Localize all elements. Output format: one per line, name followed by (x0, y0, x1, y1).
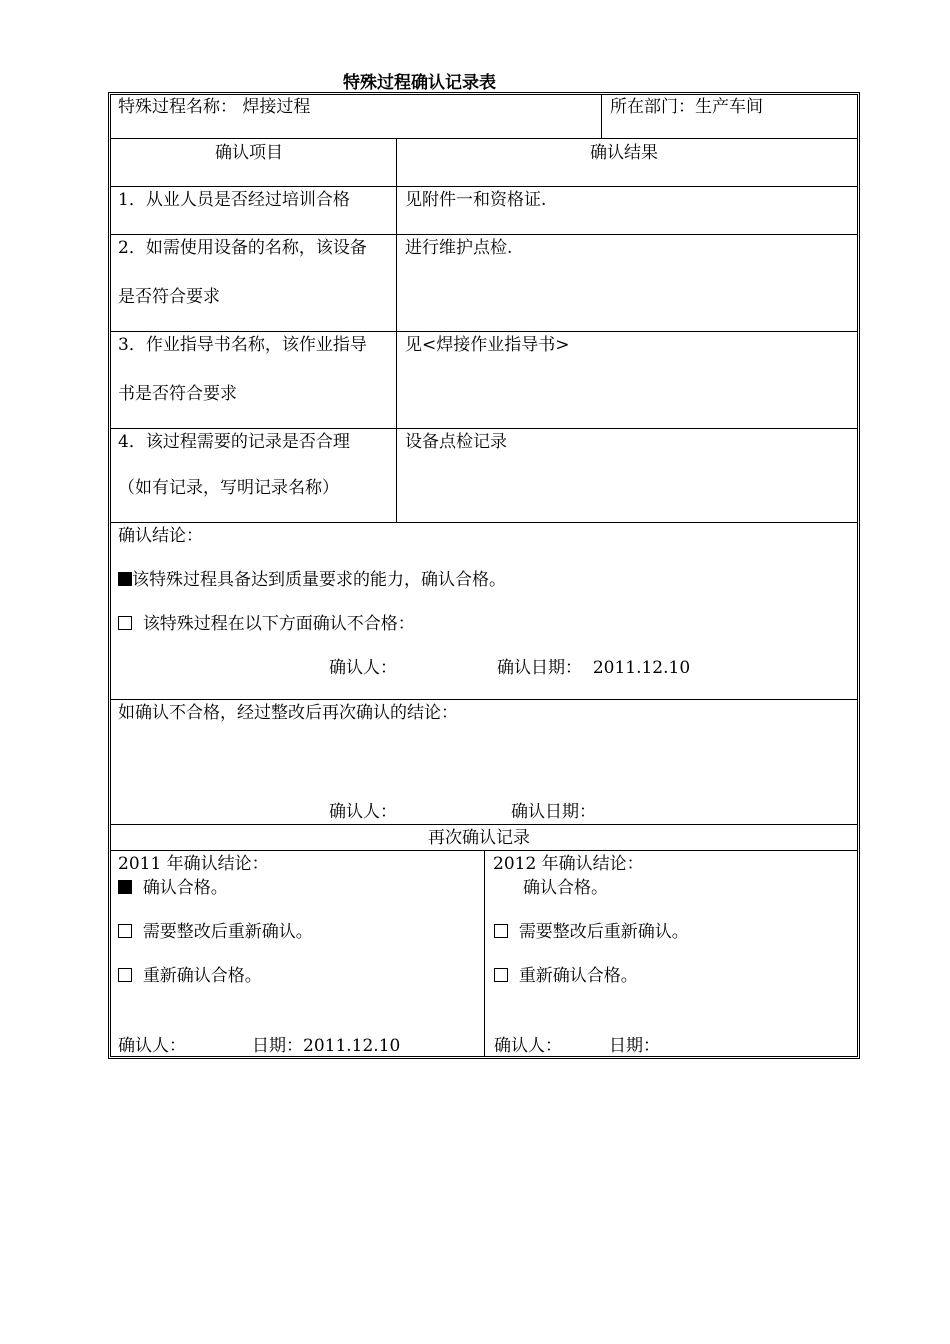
result-text: 见附件一和资格证. (405, 190, 547, 210)
records-title: 再次确认记录 (428, 828, 530, 848)
result-text: 见<焊接作业指导书> (405, 335, 570, 355)
result-text: 设备点检记录 (405, 432, 507, 452)
year-2011-option-repass-text: 重新确认合格。 (142, 966, 262, 986)
reconfirm-date-label: 确认日期： (511, 802, 596, 822)
conclusion-confirmer-label: 确认人： (329, 658, 397, 678)
process-name-value: 焊接过程 (242, 97, 311, 117)
unchecked-box-icon (118, 616, 132, 630)
year-2011-option-pass (118, 878, 228, 898)
checked-box-icon (118, 880, 132, 894)
year-2012-option-rework-text: 需要整改后重新确认。 (518, 922, 689, 942)
department-field (610, 97, 763, 117)
item-text: 书是否符合要求 (118, 384, 237, 404)
column-divider (484, 850, 485, 1057)
year-2012-option-rework (494, 922, 689, 942)
year-2011-date-label: 日期： (252, 1036, 303, 1056)
conclusion-date-label: 确认日期： (497, 658, 582, 678)
item-text: 2．如需使用设备的名称，该设备 (118, 238, 367, 258)
reconfirm-label: 如确认不合格，经过整改后再次确认的结论： (118, 703, 458, 723)
column-divider (396, 138, 397, 522)
column-header-result: 确认结果 (590, 143, 658, 163)
form-title: 特殊过程确认记录表 (343, 73, 496, 93)
row-divider (110, 522, 858, 523)
row-divider (110, 138, 858, 139)
row-divider (110, 428, 858, 429)
unchecked-box-icon (118, 924, 132, 938)
conclusion-date-field (497, 658, 690, 678)
column-header-item: 确认项目 (215, 143, 283, 163)
reconfirm-confirmer-label: 确认人： (329, 802, 397, 822)
item-text: 1．从业人员是否经过培训合格 (118, 190, 350, 210)
conclusion-pass-option (118, 570, 506, 590)
row-divider (110, 331, 858, 332)
row-divider (110, 824, 858, 825)
year-2012-date-label: 日期： (609, 1036, 660, 1056)
process-name-field (118, 97, 310, 117)
department-label: 所在部门： (610, 97, 695, 117)
conclusion-date-value: 2011.12.10 (592, 658, 691, 678)
row-divider (110, 699, 858, 700)
row-divider (110, 234, 858, 235)
year-2012-label: 2012 年确认结论： (493, 854, 644, 874)
unchecked-box-icon (494, 924, 508, 938)
year-2011-option-repass (118, 966, 262, 986)
year-2012-option-repass (494, 966, 638, 986)
row-divider (110, 186, 858, 187)
item-text: 是否符合要求 (118, 287, 220, 307)
process-name-label: 特殊过程名称： (118, 97, 237, 117)
conclusion-fail-text: 该特殊过程在以下方面确认不合格： (142, 614, 415, 634)
department-value: 生产车间 (695, 97, 763, 117)
year-2012-confirmer-label: 确认人： (494, 1036, 562, 1056)
conclusion-fail-option (118, 614, 415, 634)
item-text: 3．作业指导书名称，该作业指导 (118, 335, 367, 355)
item-text: （如有记录，写明记录名称） (118, 478, 339, 498)
unchecked-box-icon (118, 968, 132, 982)
year-2011-confirmer-label: 确认人： (118, 1036, 186, 1056)
year-2011-option-rework (118, 922, 313, 942)
item-text: 4．该过程需要的记录是否合理 (118, 432, 350, 452)
year-2011-label: 2011 年确认结论： (118, 854, 269, 874)
conclusion-label: 确认结论： (118, 526, 203, 546)
year-2011-date-field (252, 1036, 400, 1056)
column-divider (601, 94, 602, 138)
year-2011-option-pass-text: 确认合格。 (142, 878, 228, 898)
year-2011-date-value: 2011.12.10 (303, 1036, 401, 1056)
checked-box-icon (118, 572, 132, 586)
result-text: 进行维护点检. (405, 238, 513, 258)
year-2012-option-pass-text: 确认合格。 (523, 878, 608, 898)
conclusion-pass-text: 该特殊过程具备达到质量要求的能力，确认合格。 (132, 570, 506, 590)
unchecked-box-icon (494, 968, 508, 982)
year-2012-option-repass-text: 重新确认合格。 (518, 966, 638, 986)
year-2011-option-rework-text: 需要整改后重新确认。 (142, 922, 313, 942)
